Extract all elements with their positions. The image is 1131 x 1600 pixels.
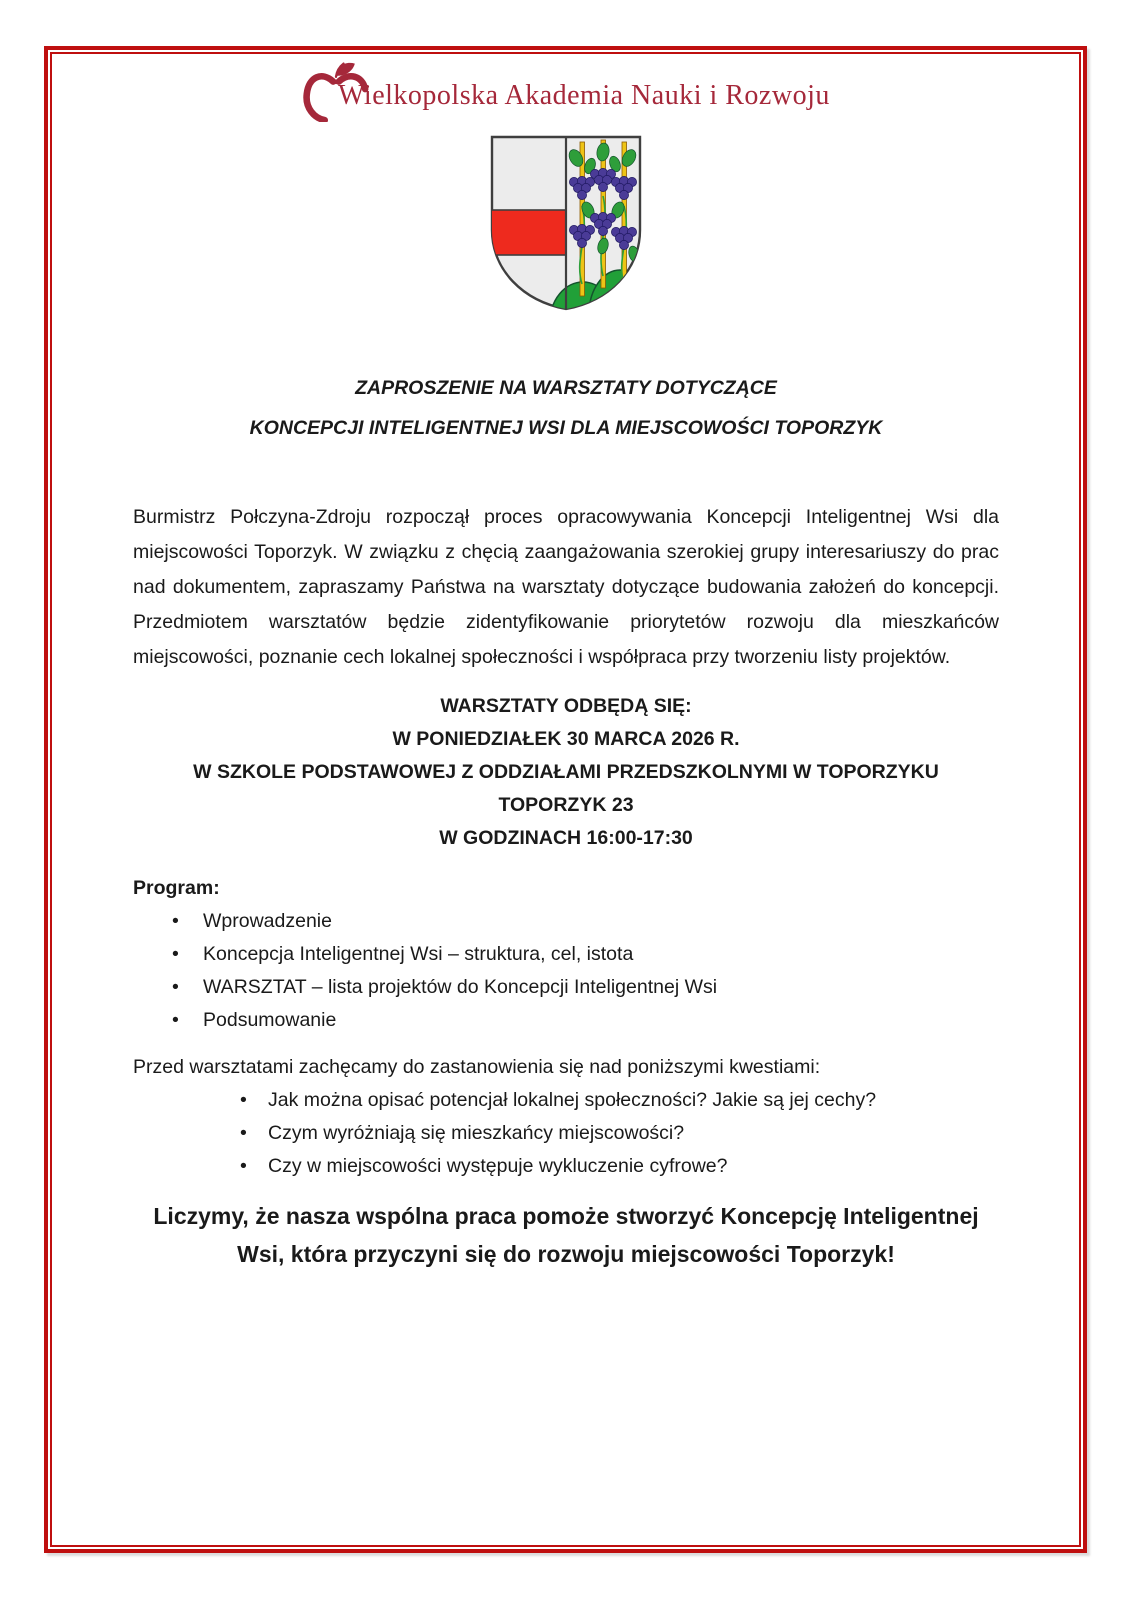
event-details: [133, 690, 999, 855]
program-list: [133, 905, 999, 1037]
document-title: [133, 368, 999, 448]
question-item: [133, 1117, 999, 1150]
question-item-label: Jak można opisać potencjał lokalnej społeczności? Jakie są jej cechy?: [268, 1089, 877, 1111]
question-item: [133, 1150, 999, 1183]
bullet-icon: •: [240, 1122, 247, 1144]
crest-red-band: [490, 210, 566, 255]
bullet-icon: •: [240, 1089, 247, 1111]
bullet-icon: •: [172, 976, 179, 998]
bullet-icon: •: [172, 943, 179, 965]
program-item: [133, 905, 999, 938]
program-item-label: Podsumowanie: [203, 1009, 337, 1031]
event-details-line: WARSZTATY ODBĘDĄ SIĘ:: [440, 695, 692, 717]
question-item-label: Czym wyróżniają się mieszkańcy miejscowości?: [268, 1122, 685, 1144]
document-title-line1: ZAPROSZENIE NA WARSZTATY DOTYCZĄCE: [355, 377, 777, 399]
event-details-line: W PONIEDZIAŁEK 30 MARCA 2026 R.: [392, 728, 740, 750]
intro-paragraph: Burmistrz Połczyna-Zdroju rozpoczął proces opracowywania Koncepcji Inteligentnej Wsi dla miejscowości Toporzyk. W związku z chęcią zaangażowania szerokiej grupy interesariuszy do prac nad dokumentem, zapraszamy Państwa na warsztaty dotyczące budowania założeń do koncepcji. Przedmiotem warsztatów będzie zidentyfikowanie priorytetów rozwoju dla mieszkańców miejscowości, poznanie cech lokalnej społeczności i współpraca przy tworzeniu listy projektów.: [133, 506, 999, 668]
question-item: [133, 1084, 999, 1117]
event-details-line: W GODZINACH 16:00-17:30: [439, 827, 693, 849]
bullet-icon: •: [240, 1155, 247, 1177]
program-item: [133, 971, 999, 1004]
program-item: [133, 938, 999, 971]
program-heading: Program:: [133, 877, 220, 899]
coat-of-arms-row: [133, 134, 999, 312]
closing-statement-line2: Wsi, która przyczyni się do rozwoju miejscowości Toporzyk!: [237, 1241, 895, 1267]
coat-of-arms-icon: [487, 134, 645, 312]
program-item-label: Koncepcja Inteligentnej Wsi – struktura, cel, istota: [203, 943, 634, 965]
organization-logo: [133, 58, 999, 122]
program-item-label: WARSZTAT – lista projektów do Koncepcji Inteligentnej Wsi: [203, 976, 718, 998]
document-title-line2: KONCEPCJI INTELIGENTNEJ WSI DLA MIEJSCOWOŚCI TOPORZYK: [249, 417, 883, 439]
bullet-icon: •: [172, 1009, 179, 1031]
questions-list: [133, 1084, 999, 1183]
closing-statement: [133, 1197, 999, 1273]
questions-intro: Przed warsztatami zachęcamy do zastanowienia się nad poniższymi kwestiami:: [133, 1056, 821, 1078]
event-details-line: TOPORZYK 23: [498, 794, 634, 816]
document-content: [133, 0, 999, 1273]
organization-name: Wielkopolska Akademia Nauki i Rozwoju: [338, 80, 830, 111]
event-details-line: W SZKOLE PODSTAWOWEJ Z ODDZIAŁAMI PRZEDSZKOLNYMI W TOPORZYKU: [193, 761, 939, 783]
question-item-label: Czy w miejscowości występuje wykluczenie cyfrowe?: [268, 1155, 728, 1177]
program-item: [133, 1004, 999, 1037]
program-item-label: Wprowadzenie: [203, 910, 332, 932]
bullet-icon: •: [172, 910, 179, 932]
closing-statement-line1: Liczymy, że nasza wspólna praca pomoże stworzyć Koncepcję Inteligentnej: [153, 1203, 979, 1229]
